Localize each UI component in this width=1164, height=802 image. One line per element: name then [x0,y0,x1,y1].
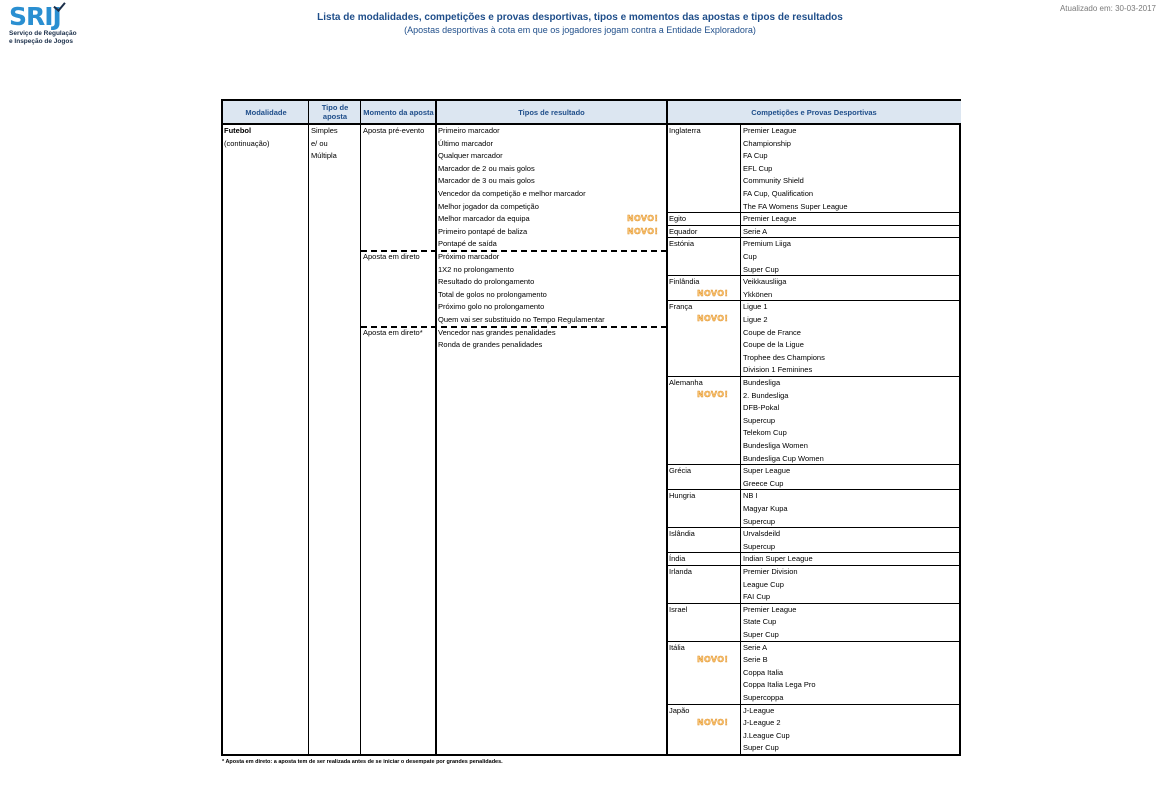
column-header-competicoes: Competições e Provas Desportivas [667,101,961,125]
competition-list [743,553,813,566]
country-row [667,604,961,642]
country-name: Hungria [669,491,696,501]
competition-item: Serie A [743,642,768,652]
country-divider [740,553,741,565]
country-name: Alemanha [669,378,703,387]
country-name: Grécia [669,466,692,476]
country-divider [740,642,741,704]
competition-item: Bundesliga Cup Women [743,453,824,463]
competition-item: Division 1 Feminines [743,365,813,375]
competition-item: FA Cup [743,151,768,161]
modalidade-note: (continuação) [224,138,270,148]
resultado-item: Melhor jogador da competição [438,201,539,211]
competition-item: Premier League [743,126,797,135]
country-divider [740,604,741,641]
competition-item: Coppa Italia Lega Pro [743,680,816,690]
competition-list [743,226,767,239]
novo-badge: NOVO! [697,717,729,727]
page-subtitle: (Apostas desportivas à cota em que os jogadores jogam contra a Entidade Exploradora) [404,25,756,35]
betting-table [221,99,961,756]
competition-item: Ligue 1 [743,302,768,312]
novo-badge: NOVO! [697,390,729,399]
competition-item: Greece Cup [743,478,784,488]
country-row [667,226,961,239]
country-name: Estónia [669,239,695,249]
competition-list [743,377,824,465]
momento-label: Aposta pré-evento [363,126,425,135]
competition-item: Championship [743,138,791,148]
column-divider [435,101,437,754]
competition-item: Super Cup [743,743,779,753]
competition-item: Ligue 2 [743,314,768,324]
resultado-item: Último marcador [438,138,494,148]
competition-list [743,301,825,377]
country-name: Irlanda [669,567,692,576]
country-name: Islândia [669,529,695,539]
country-divider [740,226,741,238]
competition-list [743,276,786,301]
resultado-item: Total de golos no prolongamento [438,289,547,299]
competition-item: Supercup [743,516,776,526]
resultado-item: Vencedor da competição e melhor marcador [438,189,586,198]
resultado-item: Marcador de 2 ou mais golos [438,163,535,173]
country-name: Índia [669,554,686,564]
country-row [667,125,961,213]
competition-list [743,528,780,553]
modalidade-cell [224,125,269,150]
resultado-item: Marcador de 3 ou mais golos [438,176,535,186]
competition-item: DFB-Pokal [743,403,780,413]
competition-item: Premier League [743,604,797,614]
column-divider [308,101,309,754]
competition-list [743,238,791,276]
competition-item: FAI Cup [743,592,771,602]
logo-subtitle-line1: Serviço de Regulação [9,30,77,37]
country-name: Egito [669,214,687,224]
country-divider [740,490,741,527]
country-name: Inglaterra [669,126,701,135]
column-header-momento-aposta: Momento da aposta [361,101,436,125]
competition-item: Community Shield [743,176,804,186]
tipo-aposta-line: Múltipla [311,151,337,161]
competition-item: Premier Division [743,567,798,576]
country-name: Itália [669,642,685,652]
competition-item: Cup [743,251,757,261]
country-row [667,276,961,301]
srij-logo [9,3,79,49]
country-divider [740,125,741,212]
competition-list [743,642,816,705]
competition-item: FA Cup, Qualification [743,188,814,198]
competition-item: NB I [743,491,758,501]
competition-list [743,213,796,226]
resultado-item: Quem vai ser substituido no Tempo Regulamentar [438,315,605,324]
country-divider [740,377,741,464]
momento-label: Aposta em direto* [363,327,423,337]
resultado-item: 1X2 no prolongamento [438,264,514,274]
country-name: França [669,302,693,312]
competition-item: Magyar Kupa [743,503,788,513]
resultado-item: Próximo golo no prolongamento [438,302,545,312]
novo-badge: NOVO! [697,289,729,299]
competition-list [743,490,788,528]
country-row [667,566,961,604]
country-divider [740,566,741,603]
novo-badge: NOVO! [697,314,729,324]
resultado-item: Qualquer marcador [438,151,503,161]
competition-list [743,604,796,642]
country-name: Israel [669,604,688,614]
competition-item: Premium Liiga [743,239,791,249]
resultado-item: Primeiro pontapé de baliza [438,226,528,236]
competition-item: Coppa Italia [743,667,784,677]
country-name: Equador [669,226,698,236]
competition-item: EFL Cup [743,163,773,173]
competition-item: J.League Cup [743,730,790,740]
country-name: Finlândia [669,277,700,287]
competition-item: Telekom Cup [743,428,787,438]
country-row [667,490,961,528]
novo-badge: NOVO! [627,214,659,224]
tipo-aposta-line: Simples [311,126,338,135]
country-divider [740,301,741,376]
country-divider [740,213,741,225]
logo-wordmark: SRIJ [9,2,61,31]
novo-badge: NOVO! [627,226,659,236]
competition-item: Supercup [743,415,776,425]
country-divider [740,465,741,489]
column-divider [360,101,361,754]
competition-item: Bundesliga Women [743,440,808,450]
competition-item: Indian Super League [743,554,813,564]
competition-list [743,125,848,213]
country-row [667,377,961,465]
modalidade-name: Futebol [224,126,252,135]
country-row [667,301,961,377]
competition-item: J-League [743,705,775,715]
tipo-aposta-cell [311,125,338,163]
competition-item: 2. Bundesliga [743,390,789,400]
country-row [667,213,961,226]
logo-subtitle-line2: e Inspeção de Jogos [9,37,73,45]
competition-item: Serie A [743,226,768,236]
country-row [667,465,961,490]
competition-item: Urvalsdeild [743,529,781,539]
country-divider [740,705,741,754]
resultado-item: Primeiro marcador [438,126,500,135]
resultado-item: Próximo marcador [438,252,500,261]
competition-item: Super League [743,466,791,476]
country-row [667,238,961,276]
country-row [667,553,961,566]
resultado-item: Pontapé de saída [438,239,497,249]
competition-item: Veikkausliiga [743,277,787,287]
country-row [667,705,961,755]
competition-item: League Cup [743,579,784,589]
competition-item: J-League 2 [743,718,781,728]
country-row [667,642,961,705]
competition-item: Supercoppa [743,692,784,702]
competition-item: Trophee des Champions [743,352,825,362]
updated-date: Atualizado em: 30-03-2017 [1059,4,1156,13]
competition-list [743,566,798,604]
competition-item: Super Cup [743,264,779,274]
competition-item: Coupe de France [743,327,801,337]
resultado-item: Resultado do prolongamento [438,277,535,287]
competition-item: Premier League [743,214,797,224]
resultado-item: Vencedor nas grandes penalidades [438,327,556,337]
column-header-modalidade: Modalidade [223,101,309,125]
competition-item: Super Cup [743,629,779,639]
momento-label: Aposta em direto [363,252,420,261]
competition-item: The FA Womens Super League [743,201,848,211]
country-divider [740,238,741,275]
page-title: Lista de modalidades, competições e provas desportivas, tipos e momentos das apostas e tipos de resultados [317,12,843,23]
competition-list [743,465,790,490]
competition-item: Bundesliga [743,378,781,387]
competition-item: Supercup [743,541,776,551]
country-divider [740,528,741,552]
competition-list [743,705,790,755]
country-name: Japão [669,705,690,715]
competition-item: Serie B [743,655,768,665]
country-row [667,528,961,553]
competition-item: State Cup [743,617,777,627]
column-header-tipos-resultado: Tipos de resultado [436,101,667,125]
column-header-tipo-aposta: Tipo de aposta [309,101,361,125]
resultado-item: Ronda de grandes penalidades [438,340,543,350]
tipo-aposta-line: e/ ou [311,138,328,148]
country-divider [740,276,741,300]
competition-item: Coupe de la Ligue [743,340,804,350]
logo-subtitle [9,30,77,45]
footnote: * Aposta em direto: a aposta tem de ser realizada antes de se iniciar o desempate por grandes penalidades. [222,759,503,765]
competition-item: Ykkönen [743,289,773,299]
resultado-item: Melhor marcador da equipa [438,214,530,224]
novo-badge: NOVO! [697,654,729,664]
